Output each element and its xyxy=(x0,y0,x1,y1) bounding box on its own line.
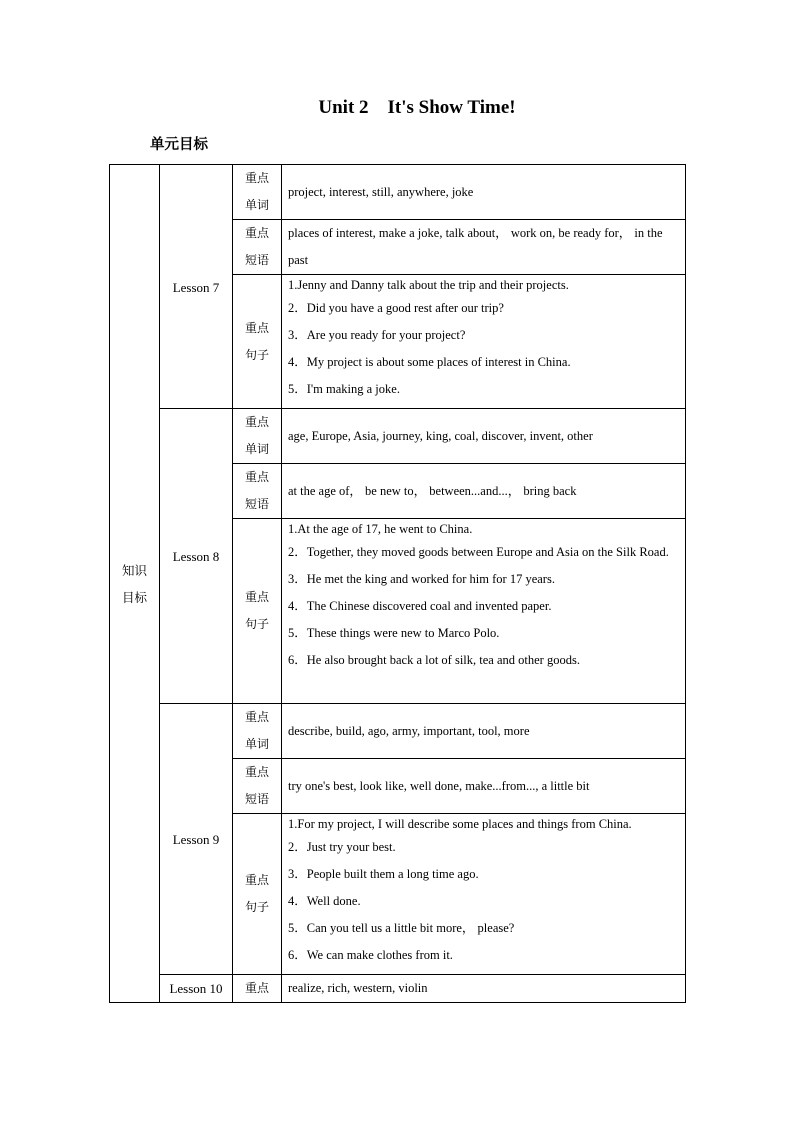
label-line: 句子 xyxy=(244,347,269,362)
table-row xyxy=(110,409,686,464)
label-line: 重点 xyxy=(244,765,269,779)
key-phrases: at the age of， be new to， between...and...， bring back xyxy=(282,464,686,519)
sentence: 5．I'm making a joke. xyxy=(288,382,400,396)
label-line: 重点 xyxy=(244,710,269,724)
page-title: Unit 2 It's Show Time! xyxy=(318,97,516,118)
sentence: 5．These things were new to Marco Polo. xyxy=(288,626,500,640)
lesson-name: Lesson 10 xyxy=(169,980,223,996)
sentence: 3．Are you ready for your project? xyxy=(288,328,466,342)
label-line: 单词 xyxy=(244,737,269,751)
label-cell xyxy=(233,464,282,519)
key-sentences xyxy=(282,519,686,704)
label-cell xyxy=(233,519,282,704)
label-line: 重点 xyxy=(244,415,269,429)
label-line: 重点 xyxy=(244,470,269,484)
lesson-name: Lesson 7 xyxy=(172,279,220,295)
sentence: 6．He also brought back a lot of silk, tea and other goods. xyxy=(288,653,580,667)
sentence: 4．Well done. xyxy=(288,894,361,908)
label-line: 重点 xyxy=(244,226,269,240)
lesson-name: Lesson 8 xyxy=(172,549,220,564)
table-row xyxy=(110,165,686,220)
key-sentences xyxy=(282,814,686,975)
label-cell xyxy=(233,704,282,759)
label-line: 句子 xyxy=(244,617,269,631)
label-cell: 重点 xyxy=(233,975,282,1003)
label-cell xyxy=(233,220,282,275)
key-phrases: try one's best, look like, well done, make...from..., a little bit xyxy=(282,759,686,814)
label-line: 短语 xyxy=(244,792,269,806)
key-words: realize, rich, western, violin xyxy=(282,975,686,1003)
sentence: 4．My project is about some places of interest in China. xyxy=(288,355,571,369)
sentence: 1.At the age of 17, he went to China. xyxy=(288,522,473,536)
key-phrases: places of interest, make a joke, talk about， work on, be ready for， in the past xyxy=(282,220,686,275)
lesson-name-cell xyxy=(160,409,233,704)
sentence: 3．People built them a long time ago. xyxy=(288,867,479,881)
category-cell xyxy=(110,165,160,1003)
label-cell xyxy=(233,409,282,464)
lesson-name-cell xyxy=(160,165,233,409)
label-line: 短语 xyxy=(244,497,269,511)
label-cell xyxy=(233,275,282,409)
key-words: describe, build, ago, army, important, tool, more xyxy=(282,704,686,759)
unit-goals-table xyxy=(109,164,686,1003)
lesson-name: Lesson 9 xyxy=(172,832,220,847)
sentence: 4．The Chinese discovered coal and invented paper. xyxy=(288,599,552,613)
label-cell xyxy=(233,165,282,220)
sentence: 3．He met the king and worked for him for 17 years. xyxy=(288,572,555,586)
key-sentences xyxy=(282,275,686,409)
label-line: 单词 xyxy=(244,198,269,212)
label-line: 重点 xyxy=(244,320,269,335)
sentence: 2．Together, they moved goods between Europe and Asia on the Silk Road. xyxy=(288,545,669,559)
lesson-name-cell xyxy=(160,975,233,1003)
sentence: 2．Just try your best. xyxy=(288,840,396,854)
sentence: 5．Can you tell us a little bit more， please? xyxy=(288,921,515,935)
label-line: 重点 xyxy=(244,590,269,604)
category-line: 知识 xyxy=(121,562,147,578)
category-line: 目标 xyxy=(121,589,147,605)
section-heading: 单元目标 xyxy=(150,137,208,153)
label-cell xyxy=(233,814,282,975)
label-line: 句子 xyxy=(244,900,269,914)
label-line: 重点 xyxy=(244,873,269,887)
lesson-name-cell xyxy=(160,704,233,975)
label-line: 短语 xyxy=(244,253,269,267)
table-row xyxy=(110,975,686,1003)
table-row xyxy=(110,704,686,759)
sentence: 2．Did you have a good rest after our trip? xyxy=(288,301,504,315)
sentence: 6．We can make clothes from it. xyxy=(288,948,453,962)
key-words: project, interest, still, anywhere, joke xyxy=(282,165,686,220)
label-line: 重点 xyxy=(244,171,269,185)
sentence: 1.Jenny and Danny talk about the trip and their projects. xyxy=(288,278,569,292)
sentence: 1.For my project, I will describe some places and things from China. xyxy=(288,817,632,831)
key-words: age, Europe, Asia, journey, king, coal, discover, invent, other xyxy=(282,409,686,464)
label-line: 单词 xyxy=(244,442,269,456)
label-cell xyxy=(233,759,282,814)
